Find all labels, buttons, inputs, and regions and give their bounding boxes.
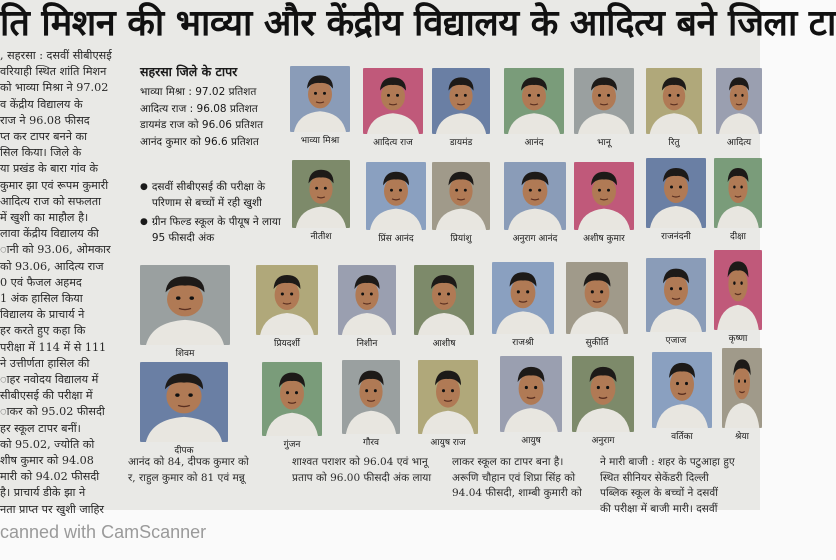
portrait-image xyxy=(566,262,628,334)
article-line: या प्रखंड के बारा गांव के xyxy=(0,162,99,176)
photo-caption: राजनंदनी xyxy=(661,232,691,242)
article-line: ाकर को 95.02 फीसदी xyxy=(0,405,105,419)
photo-caption: वर्तिका xyxy=(671,432,693,442)
portrait-image xyxy=(504,162,566,230)
highlight-item xyxy=(140,215,288,246)
student-photo xyxy=(504,162,566,244)
photo-caption: श्रेया xyxy=(735,432,749,442)
portrait-image xyxy=(492,262,554,334)
student-photo xyxy=(574,68,634,148)
article-line: स्थित सीनियर सेकेंडरी दिल्ली xyxy=(600,471,709,484)
portrait-image xyxy=(363,68,423,134)
photo-caption: प्रियांशु xyxy=(450,234,472,244)
photo-caption: कृष्णा xyxy=(728,334,748,344)
student-photo xyxy=(363,68,423,148)
article-line: परीक्षा में 114 में से 111 xyxy=(0,340,107,354)
portrait-image xyxy=(646,158,706,228)
article-line: नता प्राप्त पर खुशी जाहिर xyxy=(0,502,104,516)
article-line: आनंद को 84, दीपक कुमार को xyxy=(128,456,249,468)
portrait-image xyxy=(262,362,322,436)
article-line: को 93.06, आदित्य राज xyxy=(0,259,104,273)
portrait-image xyxy=(646,258,706,332)
scanner-watermark: canned with CamScanner xyxy=(0,522,207,542)
student-photo xyxy=(500,356,562,446)
photo-caption: अनुराग xyxy=(591,436,615,446)
photo-caption: आदित्य राज xyxy=(373,138,413,148)
article-line: सीबीएसई की परीक्षा में xyxy=(0,389,93,403)
portrait-image xyxy=(652,352,712,428)
highlight-item xyxy=(140,180,288,211)
article-line: व केंद्रीय विद्यालय के xyxy=(0,97,83,111)
photo-caption: दीक्षा xyxy=(730,232,746,242)
portrait-image xyxy=(140,265,230,345)
article-line: प्त कर टापर बनने का xyxy=(0,130,87,144)
student-photo xyxy=(504,68,564,148)
article-line: हर करते हुए कहा कि xyxy=(0,324,86,338)
portrait-image xyxy=(716,68,762,134)
article-line: की परीक्षा में बाजी मारी। दसवीं xyxy=(600,502,718,515)
bullet-icon: ● xyxy=(140,217,148,227)
student-photo xyxy=(290,66,350,146)
portrait-image xyxy=(140,362,228,442)
photo-caption: आयुष xyxy=(521,436,541,446)
student-photo xyxy=(714,250,762,344)
photo-caption: एजाज xyxy=(665,336,687,346)
portrait-image xyxy=(572,356,634,432)
student-photo xyxy=(714,158,762,242)
portrait-image xyxy=(722,348,762,428)
student-photo xyxy=(572,356,634,446)
article-line: हर स्कूल टापर बनीं। xyxy=(0,421,81,435)
article-line: र, राहुल कुमार को 81 एवं मन्नू xyxy=(128,471,245,484)
photo-caption: डायमंड xyxy=(449,138,473,148)
article-line: विद्यालय के प्राचार्य ने xyxy=(0,308,85,322)
portrait-image xyxy=(338,265,396,335)
article-line: 94.04 फीसदी, शाम्बी कुमारी को xyxy=(452,487,582,499)
portrait-image xyxy=(574,162,634,230)
student-photo xyxy=(492,262,554,348)
topper-line: आनंद कुमार को 96.6 प्रतिशत xyxy=(140,135,259,148)
article-line: 1 अंक हासिल किया xyxy=(0,292,83,306)
article-line: आदित्य राज को सफलता xyxy=(0,194,101,208)
student-photo xyxy=(722,348,762,442)
article-line: शाश्वत पराशर को 96.04 एवं भानू xyxy=(292,456,428,468)
article-line: ाहर नवोदय विद्यालय में xyxy=(0,373,99,387)
photo-caption: अशीष कुमार xyxy=(583,234,625,244)
article-line: कुमार झा एवं रूपम कुमारी xyxy=(0,178,109,192)
student-photo xyxy=(646,258,706,346)
article-line: ानी को 93.06, ओमकार xyxy=(0,243,111,257)
portrait-image xyxy=(290,66,350,132)
portrait-image xyxy=(714,250,762,330)
student-photo xyxy=(432,68,490,148)
student-photo xyxy=(574,162,634,244)
article-line: लावा केंद्रीय विद्यालय की xyxy=(0,227,99,241)
bottom-text-col-2 xyxy=(292,455,442,486)
student-photo xyxy=(652,352,712,442)
photo-caption: दीपक xyxy=(174,446,194,456)
student-photo xyxy=(432,162,490,244)
photo-caption: भानू xyxy=(597,138,611,148)
student-photo xyxy=(646,68,702,148)
article-line: वरियाही स्थित शांति मिशन xyxy=(0,65,107,79)
article-line: मारी को 94.02 फीसदी xyxy=(0,470,100,484)
bullet-icon: ● xyxy=(140,182,148,192)
portrait-image xyxy=(714,158,762,228)
photo-caption: नीतीश xyxy=(310,232,332,242)
photo-caption: आदित्य xyxy=(726,138,752,148)
photo-caption: भाव्या मिश्रा xyxy=(300,136,340,146)
student-photo xyxy=(140,265,230,359)
student-photo xyxy=(342,360,400,448)
student-photo xyxy=(256,265,318,349)
article-line: 0 एवं फैजल अहमद xyxy=(0,275,82,289)
portrait-image xyxy=(504,68,564,134)
bottom-text-col-1 xyxy=(128,455,286,486)
portrait-image xyxy=(342,360,400,434)
student-photo xyxy=(292,160,350,242)
portrait-image xyxy=(366,162,426,230)
photo-caption: आशीष xyxy=(432,339,456,349)
student-photo xyxy=(646,158,706,242)
photo-caption: प्रिंस आनंद xyxy=(378,234,414,244)
left-article-column xyxy=(0,48,130,516)
student-photo xyxy=(338,265,396,349)
photo-caption: प्रियदर्शी xyxy=(274,339,300,349)
topper-line: आदित्य राज : 96.08 प्रतिशत xyxy=(140,102,258,115)
portrait-image xyxy=(292,160,350,228)
portrait-image xyxy=(414,265,474,335)
article-line: शीष कुमार को 94.08 xyxy=(0,454,94,468)
portrait-image xyxy=(500,356,562,432)
article-line: राज ने 96.08 फीसद xyxy=(0,113,90,127)
article-line: , सहरसा : दसवीं सीबीएसई xyxy=(0,49,112,62)
student-photo xyxy=(418,360,478,448)
photo-caption: निशीन xyxy=(356,339,378,349)
photo-caption: रितु xyxy=(668,138,680,148)
photo-caption: गुंजन xyxy=(283,440,301,450)
article-line: में खुशी का माहौल है। xyxy=(0,211,89,225)
portrait-image xyxy=(256,265,318,335)
portrait-image xyxy=(418,360,478,434)
highlight-text: दसवीं सीबीएसई की परीक्षा के परिणाम से बच्चों में रही खुशी xyxy=(151,181,266,209)
article-line: ने मारी बाजी : शहर के पटुआहा हुए xyxy=(600,456,735,468)
highlight-text: ग्रीन फिल्ड स्कूल के पीयूष ने लाया 95 फीसदी अंक xyxy=(151,216,281,244)
article-line: को भाव्या मिश्रा ने 97.02 xyxy=(0,81,109,95)
article-line: सिल किया। जिले के xyxy=(0,146,82,160)
photo-caption: आयुष राज xyxy=(430,438,466,448)
article-line: है। प्राचार्य डीके झा ने xyxy=(0,486,86,500)
bottom-text-col-4 xyxy=(600,455,760,517)
highlights xyxy=(140,180,288,250)
photo-caption: शिवम xyxy=(175,349,195,359)
article-line: लाकर स्कूल का टापर बना है। xyxy=(452,456,564,468)
topper-box xyxy=(140,63,278,158)
photo-caption: गौरव xyxy=(362,438,380,448)
bottom-text-col-3 xyxy=(452,455,592,502)
student-photo xyxy=(716,68,762,148)
article-line: प्रताप को 96.00 फीसदी अंक लाया xyxy=(292,471,432,484)
photo-caption: राजश्री xyxy=(512,338,534,348)
student-photo xyxy=(566,262,628,348)
photo-caption: सुकीर्ति xyxy=(585,338,609,348)
portrait-image xyxy=(432,162,490,230)
student-photo xyxy=(262,362,322,450)
topper-line: भाव्या मिश्रा : 97.02 प्रतिशत xyxy=(140,86,257,98)
student-photo xyxy=(366,162,426,244)
portrait-image xyxy=(574,68,634,134)
portrait-image xyxy=(432,68,490,134)
photo-caption: आनंद xyxy=(524,138,544,148)
article-line: पब्लिक स्कूल के बच्चों ने दसवीं xyxy=(600,487,718,499)
topper-line: डायमंड राज को 96.06 प्रतिशत xyxy=(140,119,264,131)
photo-caption: अनुराग आनंद xyxy=(512,234,558,244)
student-photo xyxy=(414,265,474,349)
article-line: अरूणि चौहान एवं शिप्रा सिंह को xyxy=(452,471,576,484)
article-line: को 95.02, ज्योति को xyxy=(0,437,95,451)
article-line: ने उत्तीर्णता हासिल की xyxy=(0,356,90,370)
topper-box-title: सहरसा जिले के टापर xyxy=(140,64,238,79)
student-photo xyxy=(140,362,228,456)
headline: ति मिशन की भाव्या और केंद्रीय विद्यालय के आदित्य बने जिला टा xyxy=(0,2,836,44)
portrait-image xyxy=(646,68,702,134)
